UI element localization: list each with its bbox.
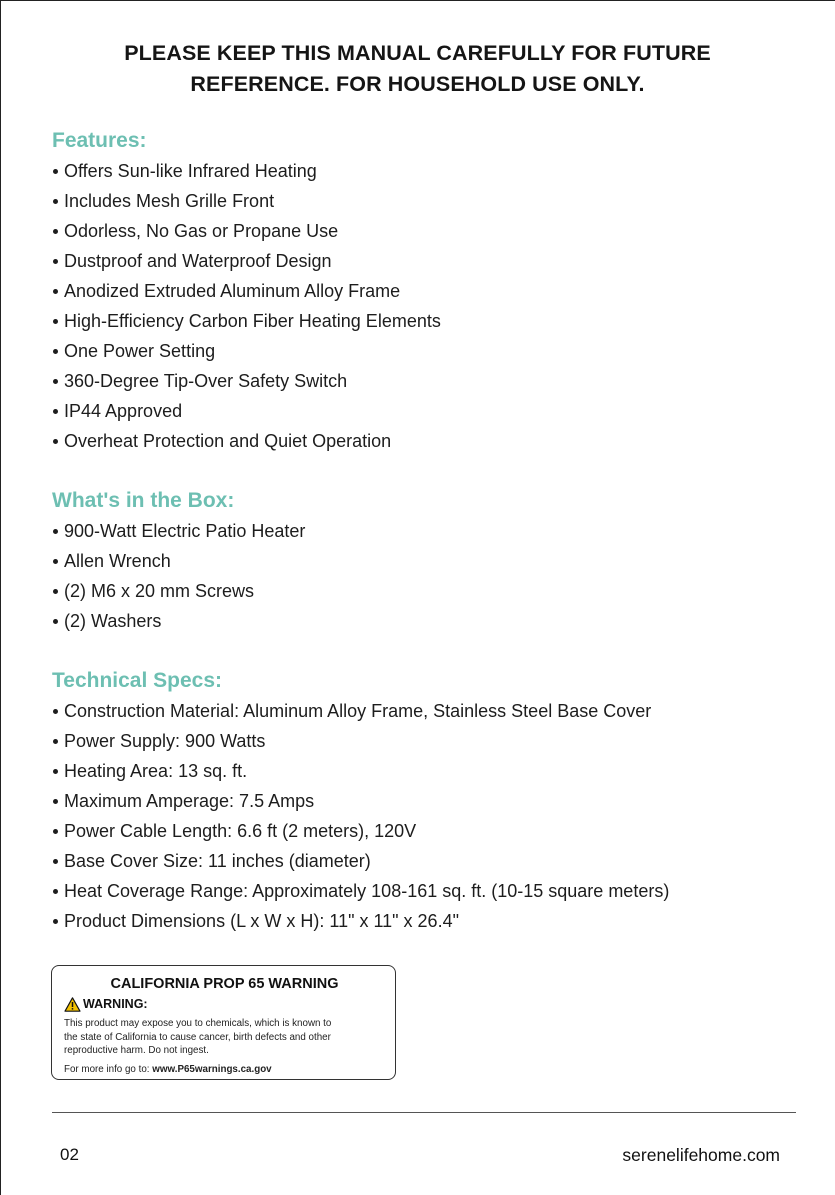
list-item: Base Cover Size: 11 inches (diameter) <box>52 846 822 876</box>
features-title: Features: <box>52 129 147 152</box>
list-item: One Power Setting <box>52 336 822 366</box>
list-item: Product Dimensions (L x W x H): 11" x 11" x 26.4" <box>52 906 822 936</box>
list-item: Maximum Amperage: 7.5 Amps <box>52 786 822 816</box>
footer-divider <box>52 1112 796 1113</box>
warning-body-line: the state of California to cause cancer, birth defects and other <box>64 1031 331 1043</box>
website-link[interactable]: serenelifehome.com <box>622 1145 780 1165</box>
notice-line-1: PLEASE KEEP THIS MANUAL CAREFULLY FOR FUTURE <box>124 41 711 65</box>
box-contents-title: What's in the Box: <box>52 489 235 512</box>
technical-specs-section <box>52 666 822 936</box>
page-number: 02 <box>60 1145 79 1164</box>
box-contents-list <box>52 516 822 636</box>
list-item: Construction Material: Aluminum Alloy Frame, Stainless Steel Base Cover <box>52 696 822 726</box>
features-list <box>52 156 822 456</box>
list-item: High-Efficiency Carbon Fiber Heating Elements <box>52 306 822 336</box>
list-item: Heat Coverage Range: Approximately 108-161 sq. ft. (10-15 square meters) <box>52 876 822 906</box>
list-item: (2) M6 x 20 mm Screws <box>52 576 822 606</box>
list-item: Overheat Protection and Quiet Operation <box>52 426 822 456</box>
box-contents-section <box>52 486 822 636</box>
notice-line-2: REFERENCE. FOR HOUSEHOLD USE ONLY. <box>190 72 645 96</box>
manual-notice <box>40 38 795 100</box>
list-item: Power Supply: 900 Watts <box>52 726 822 756</box>
list-item: IP44 Approved <box>52 396 822 426</box>
warning-label-row <box>64 995 385 1013</box>
list-item: Power Cable Length: 6.6 ft (2 meters), 120V <box>52 816 822 846</box>
features-section <box>52 126 822 456</box>
warning-body <box>64 1017 385 1058</box>
list-item: 360-Degree Tip-Over Safety Switch <box>52 366 822 396</box>
list-item: 900-Watt Electric Patio Heater <box>52 516 822 546</box>
more-info-prefix: For more info go to: <box>64 1063 153 1075</box>
list-item: (2) Washers <box>52 606 822 636</box>
warning-triangle-icon <box>64 997 81 1012</box>
list-item: Odorless, No Gas or Propane Use <box>52 216 822 246</box>
list-item: Anodized Extruded Aluminum Alloy Frame <box>52 276 822 306</box>
warning-label: WARNING: <box>83 997 148 1011</box>
page-border-top <box>0 0 835 1</box>
warning-more-info <box>64 1063 385 1077</box>
technical-specs-list <box>52 696 822 936</box>
warning-body-line: This product may expose you to chemicals, which is known to <box>64 1018 332 1029</box>
list-item: Includes Mesh Grille Front <box>52 186 822 216</box>
list-item: Allen Wrench <box>52 546 822 576</box>
page-border-left <box>0 0 1 1195</box>
prop65-warning-box <box>51 965 396 1080</box>
list-item: Offers Sun-like Infrared Heating <box>52 156 822 186</box>
list-item: Heating Area: 13 sq. ft. <box>52 756 822 786</box>
p65-warnings-link[interactable]: www.P65warnings.ca.gov <box>152 1063 272 1075</box>
list-item: Dustproof and Waterproof Design <box>52 246 822 276</box>
technical-specs-title: Technical Specs: <box>52 669 223 692</box>
prop65-heading: CALIFORNIA PROP 65 WARNING <box>110 976 339 992</box>
warning-body-line: reproductive harm. Do not ingest. <box>64 1045 209 1056</box>
